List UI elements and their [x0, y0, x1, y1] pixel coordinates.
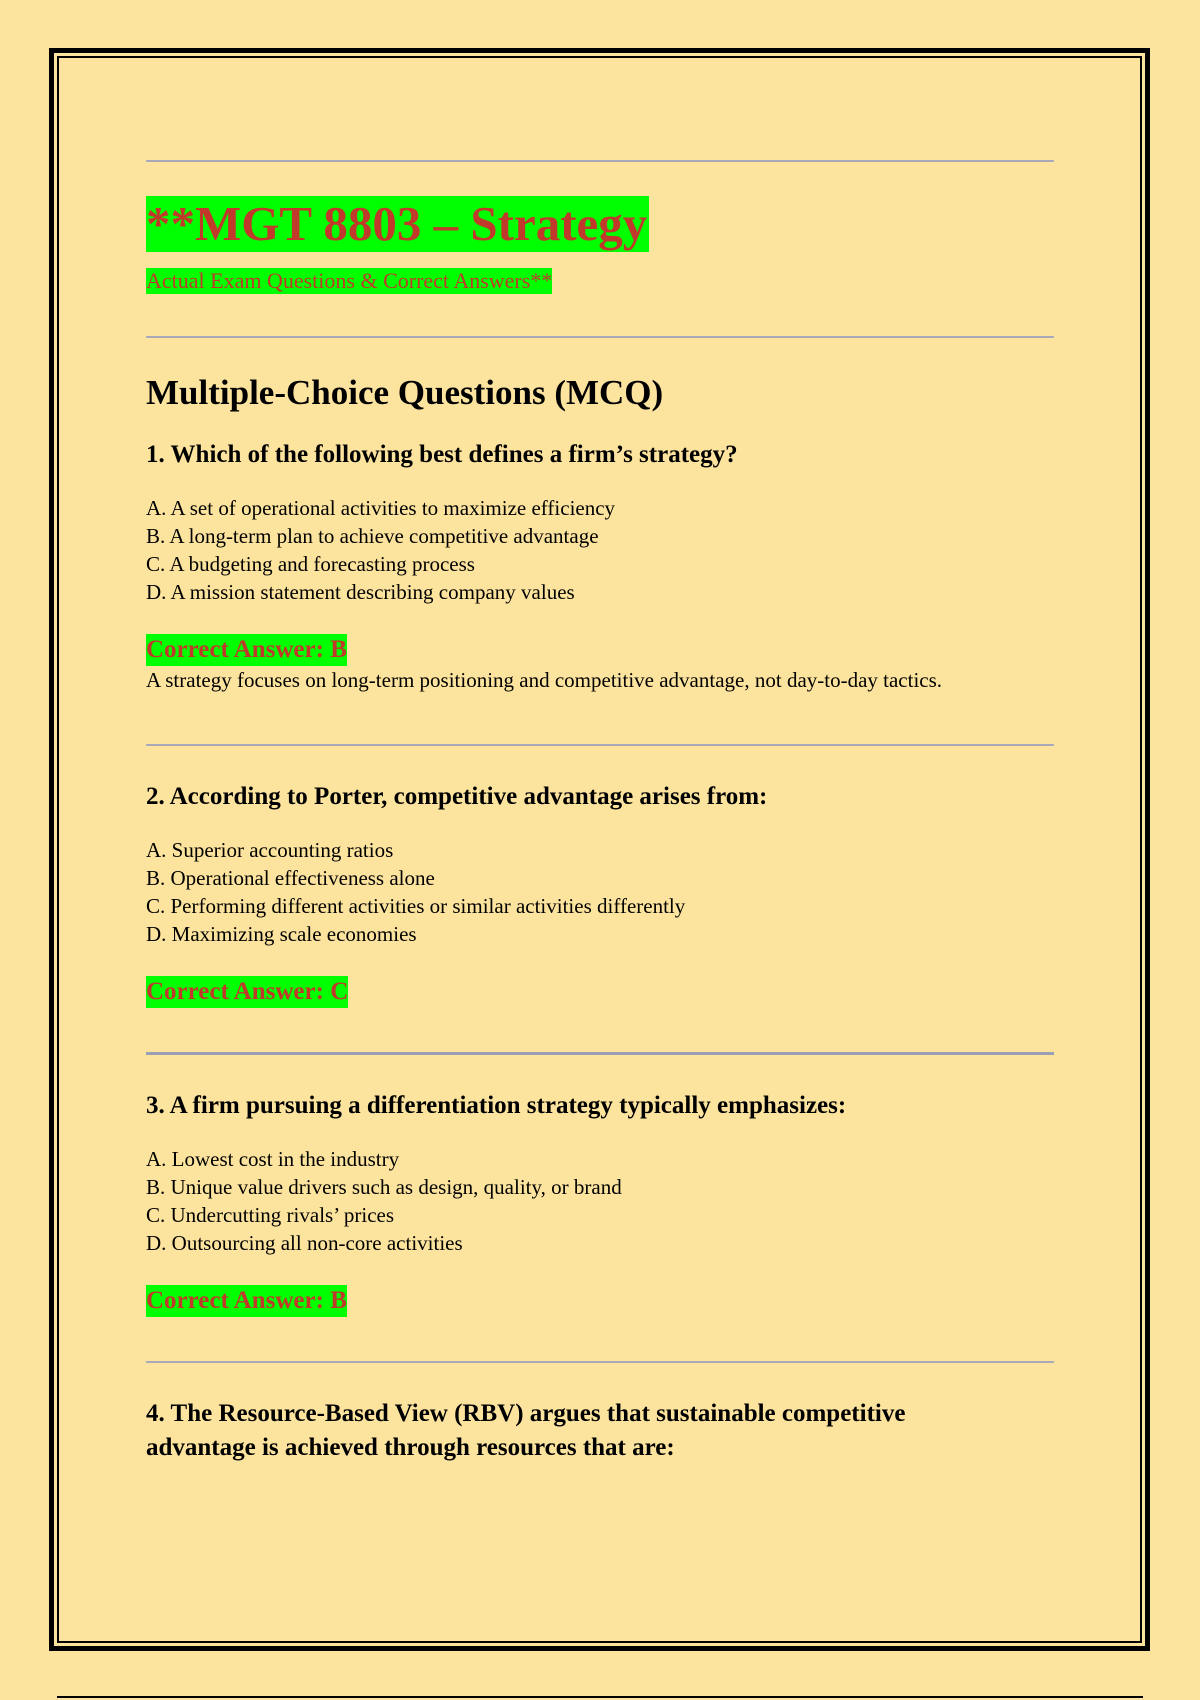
correct-answer: Correct Answer: C: [146, 976, 348, 1008]
option-a: A. A set of operational activities to maximize efficiency: [146, 496, 616, 520]
title-block: [146, 162, 1054, 252]
options-list: [146, 836, 1054, 948]
options-list: [146, 494, 1054, 606]
option-b: B. A long-term plan to achieve competitive advantage: [146, 524, 599, 548]
document-content: [146, 160, 1054, 1465]
question-3: [146, 1089, 1054, 1317]
option-c: C. Undercutting rivals’ prices: [146, 1203, 395, 1227]
divider: [146, 1052, 1054, 1055]
option-a: A. Superior accounting ratios: [146, 838, 394, 862]
divider: [146, 336, 1054, 338]
question-text: 3. A firm pursuing a differentiation strategy typically emphasizes:: [146, 1092, 847, 1119]
correct-answer: Correct Answer: B: [146, 634, 347, 666]
question-1: [146, 438, 1054, 694]
question-text: 4. The Resource-Based View (RBV) argues that sustainable competitive advantage is achieved through resources that are:: [146, 1400, 906, 1461]
page-bottom-rule: [57, 1696, 1143, 1698]
option-b: B. Unique value drivers such as design, quality, or brand: [146, 1175, 622, 1199]
divider: [146, 744, 1054, 746]
option-a: A. Lowest cost in the industry: [146, 1147, 400, 1171]
question-4: [146, 1397, 1054, 1465]
question-text: 1. Which of the following best defines a firm’s strategy?: [146, 441, 738, 468]
option-d: D. Maximizing scale economies: [146, 922, 417, 946]
options-list: [146, 1145, 1054, 1257]
answer-explanation: A strategy focuses on long-term positioning and competitive advantage, not day-to-day tactics.: [146, 668, 943, 692]
option-d: D. Outsourcing all non-core activities: [146, 1231, 463, 1255]
option-d: D. A mission statement describing company values: [146, 580, 575, 604]
document-subtitle: Actual Exam Questions & Correct Answers**: [146, 268, 553, 293]
correct-answer: Correct Answer: B: [146, 1285, 347, 1317]
option-b: B. Operational effectiveness alone: [146, 866, 435, 890]
document-title: **MGT 8803 – Strategy: [146, 196, 648, 251]
section-title: Multiple-Choice Questions (MCQ): [146, 373, 664, 412]
divider: [146, 1361, 1054, 1363]
question-2: [146, 780, 1054, 1008]
option-c: C. A budgeting and forecasting process: [146, 552, 475, 576]
question-text: 2. According to Porter, competitive advantage arises from:: [146, 783, 768, 810]
option-c: C. Performing different activities or similar activities differently: [146, 894, 686, 918]
